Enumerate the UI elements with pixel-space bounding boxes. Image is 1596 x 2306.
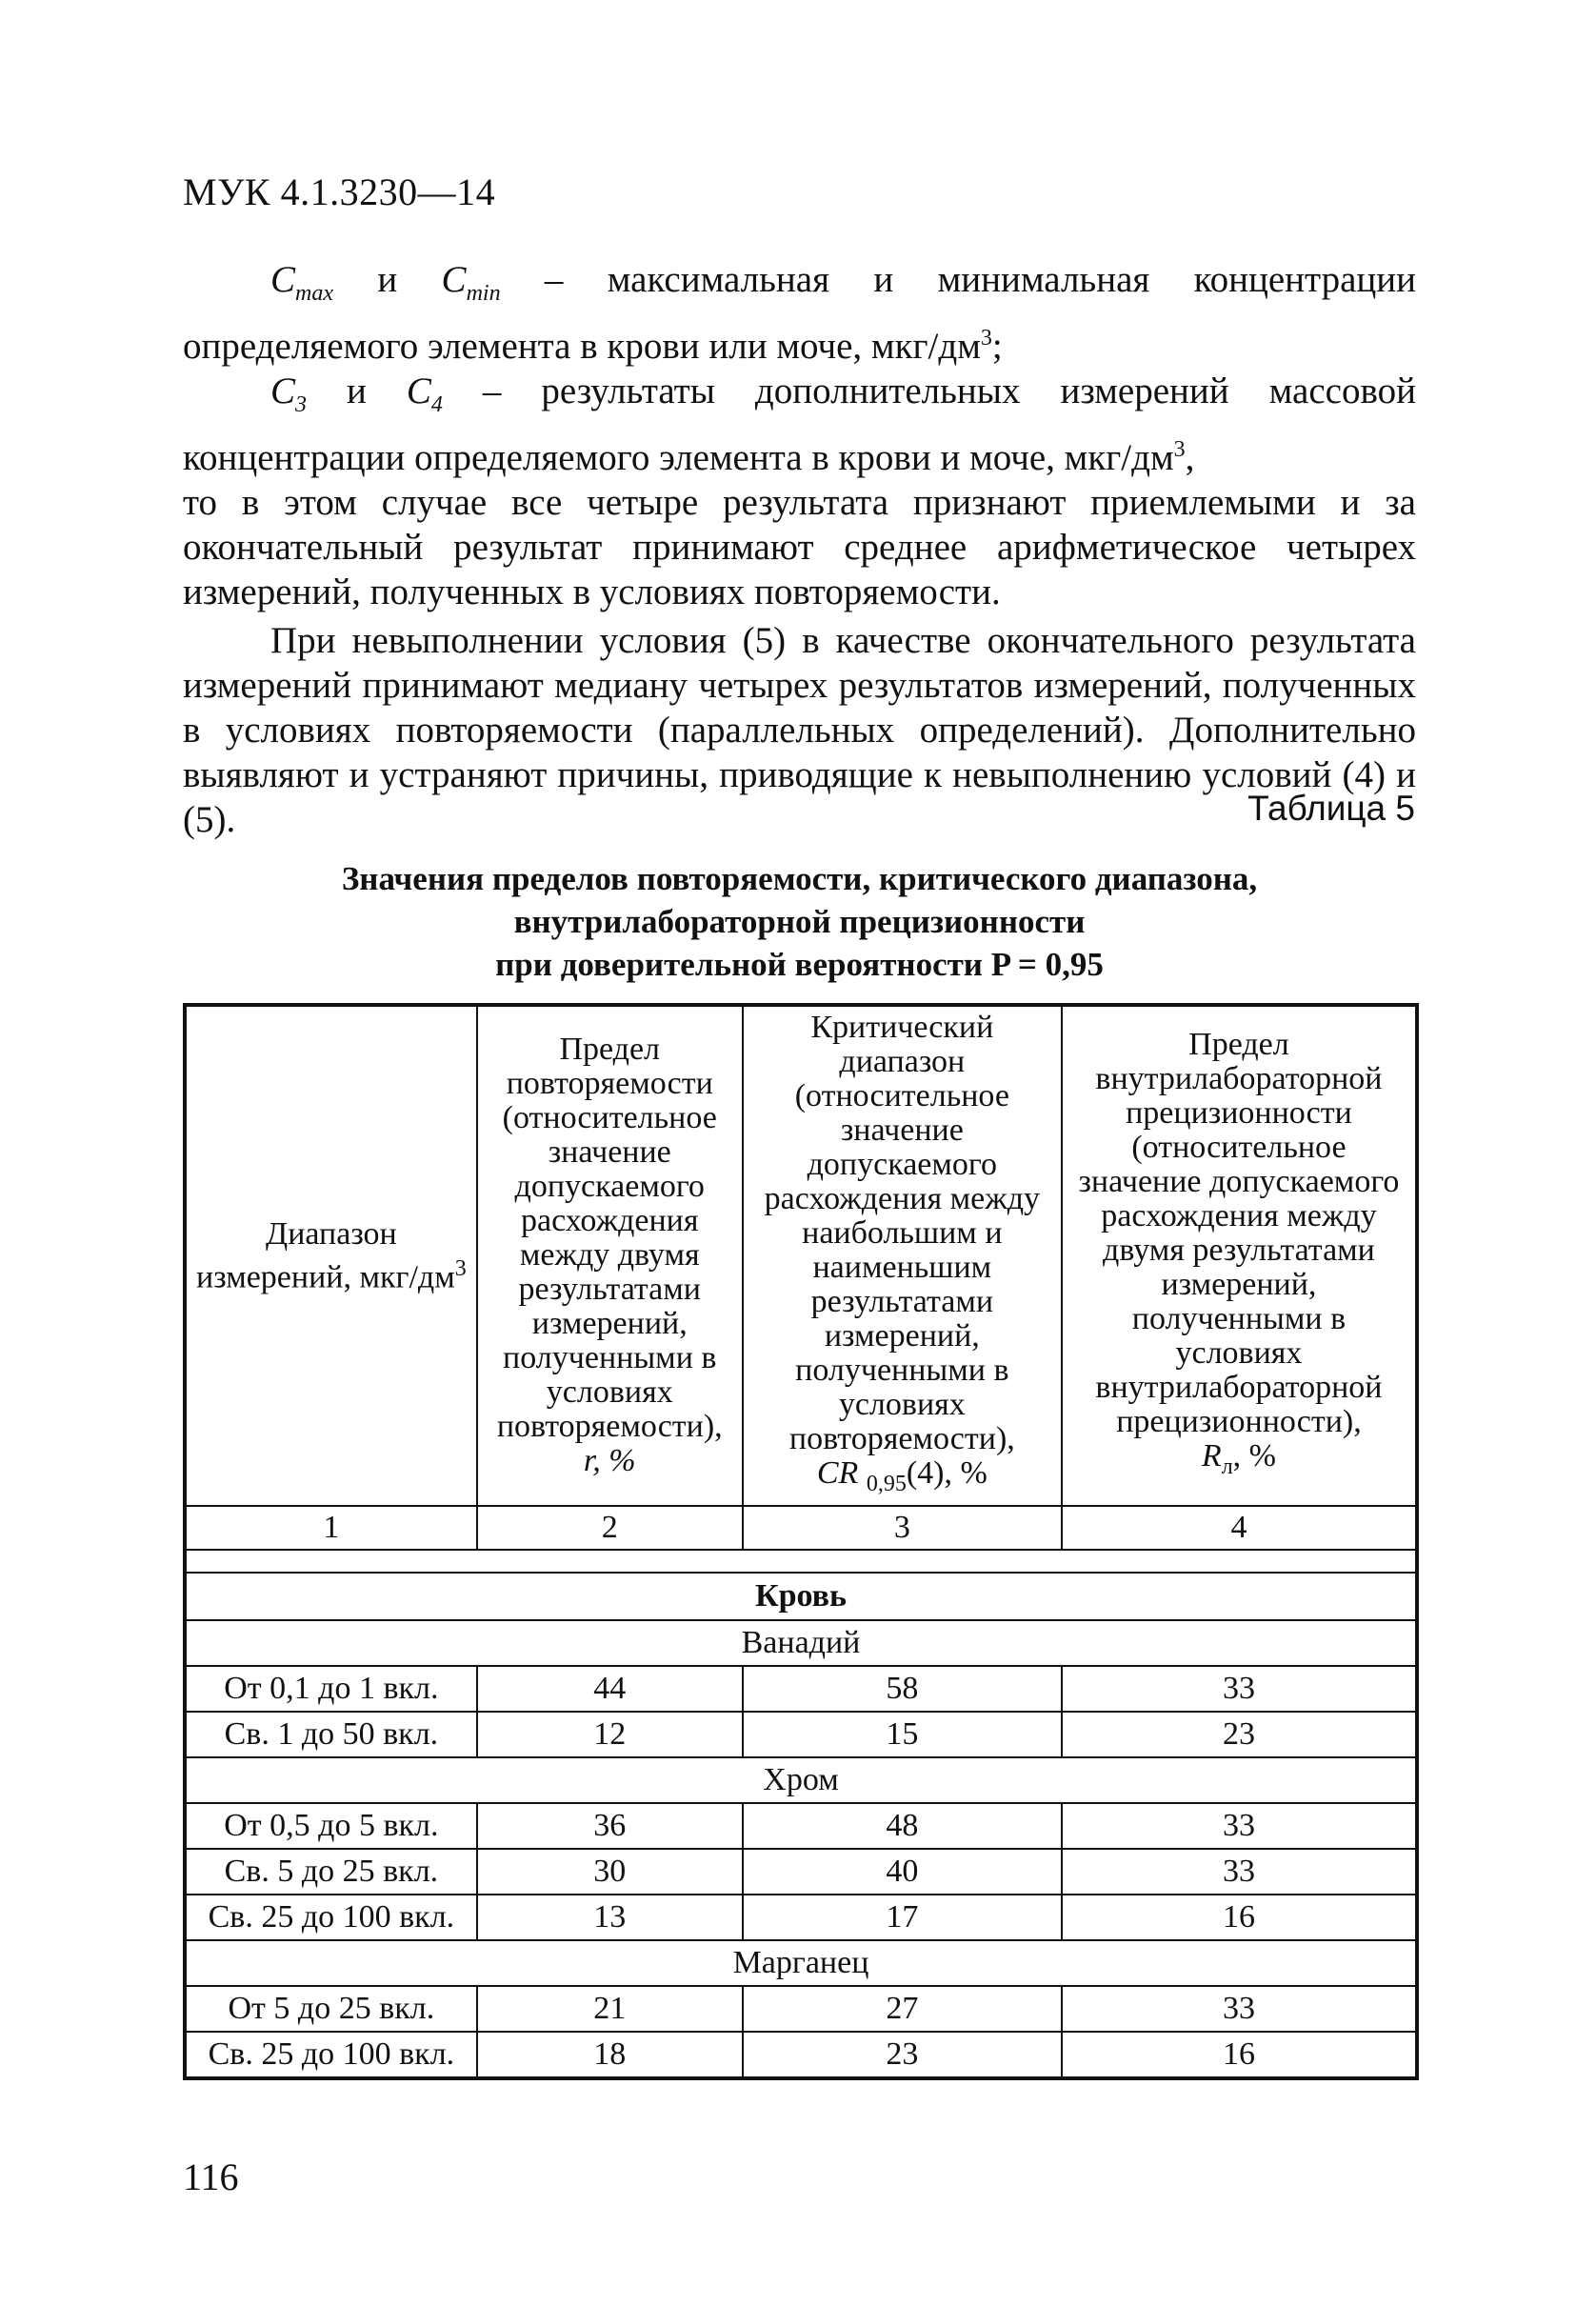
limits-table	[183, 1003, 1419, 2080]
cell-range: Св. 1 до 50 вкл.	[185, 1712, 477, 1757]
table-spacer-row	[185, 1550, 1417, 1573]
section-row	[185, 1573, 1417, 1620]
group-label: Марганец	[185, 1940, 1417, 1986]
cell-cr: 48	[743, 1803, 1062, 1849]
cell-range: От 0,1 до 1 вкл.	[185, 1666, 477, 1712]
definition-c3-c4: $C_3$ и $C_4$ – результаты дополнительных измерений массовой концентрации определяемого элемента в крови и моче, мкг/$дм^3$,	[183, 370, 1417, 478]
cell-range: От 5 до 25 вкл.	[185, 1986, 477, 2032]
cell-range: От 0,5 до 5 вкл.	[185, 1803, 477, 1849]
table-row	[185, 1803, 1417, 1849]
header-range: Диапазон измерений, мкг/$дм^3$	[185, 1005, 477, 1506]
cell-r: 12	[477, 1712, 743, 1757]
paragraph-acceptance: то в этом случае все четыре результата признают приемлемыми и за окончательный результат принимают среднее арифметическое четырех измерений, полученных в условиях повторяемости.	[183, 481, 1416, 612]
header-intralab-precision: Предел внутрилабораторной прецизионности (относительное значение допускаемого расхождения между двумя результатами измерений, полученными в условиях внутрилабораторной прецизионности), $R_л$, %	[1062, 1005, 1417, 1506]
column-number-row	[185, 1506, 1417, 1550]
header-critical-range: Критический диапазон (относительное значение допускаемого расхождения между наибольшим и наименьшим результатами измерений, полученными в условиях повторяемости), CR $_{0,95}$(4), %	[743, 1005, 1062, 1506]
body-text	[183, 257, 1416, 842]
cell-r: 36	[477, 1803, 743, 1849]
cell-rl: 33	[1062, 1666, 1417, 1712]
cell-rl: 16	[1062, 2032, 1417, 2078]
column-number: 4	[1062, 1506, 1417, 1550]
table-row	[185, 2032, 1417, 2078]
group-row	[185, 1940, 1417, 1986]
cell-r: 13	[477, 1895, 743, 1940]
table-caption: Таблица 5	[1247, 789, 1415, 828]
cell-cr: 40	[743, 1849, 1062, 1895]
group-row	[185, 1620, 1417, 1666]
cell-cr: 58	[743, 1666, 1062, 1712]
cell-range: Св. 25 до 100 вкл.	[185, 2032, 477, 2078]
cell-r: 18	[477, 2032, 743, 2078]
definition-cmax-cmin: $C_{max}$ и $C_{min}$ – максимальная и минимальная концентрации определяемого элемента в крови или моче, мкг/$дм^3$;	[183, 259, 1416, 367]
cell-cr: 23	[743, 2032, 1062, 2078]
table-title-line: внутрилабораторной прецизионности	[513, 903, 1086, 940]
cell-rl: 16	[1062, 1895, 1417, 1940]
page-number: 116	[183, 2156, 239, 2198]
spacer-cell	[185, 1550, 1417, 1573]
group-row	[185, 1757, 1417, 1803]
table-title-line: при доверительной вероятности P = 0,95	[495, 946, 1104, 983]
cell-r: 21	[477, 1986, 743, 2032]
table-row	[185, 1712, 1417, 1757]
table-row	[185, 1895, 1417, 1940]
table-row	[185, 1849, 1417, 1895]
group-label: Хром	[185, 1757, 1417, 1803]
cell-r: 44	[477, 1666, 743, 1712]
cell-rl: 33	[1062, 1986, 1417, 2032]
table-row	[185, 1986, 1417, 2032]
column-number: 2	[477, 1506, 743, 1550]
group-label: Ванадий	[185, 1620, 1417, 1666]
table-title-line: Значения пределов повторяемости, критического диапазона,	[341, 860, 1258, 897]
header-repeatability: Предел повторяемости (относительное значение допускаемого расхождения между двумя результатами измерений, полученными в условиях повторяемости), r, %	[477, 1005, 743, 1506]
cell-rl: 33	[1062, 1803, 1417, 1849]
cell-r: 30	[477, 1849, 743, 1895]
column-number: 1	[185, 1506, 477, 1550]
paragraph-median: При невыполнении условия (5) в качестве окончательного результата измерений принимают медиану четырех результатов измерений, полученных в условиях повторяемости (параллельных определений). Дополнительно выявляют и устраняют причины, приводящие к невыполнению условий (4) и (5).	[183, 619, 1416, 840]
cell-range: Св. 25 до 100 вкл.	[185, 1895, 477, 1940]
table-row	[185, 1666, 1417, 1712]
column-number: 3	[743, 1506, 1062, 1550]
cell-rl: 23	[1062, 1712, 1417, 1757]
cell-range: Св. 5 до 25 вкл.	[185, 1849, 477, 1895]
cell-rl: 33	[1062, 1849, 1417, 1895]
table-title	[183, 857, 1416, 986]
cell-cr: 15	[743, 1712, 1062, 1757]
document-code: МУК 4.1.3230—14	[183, 170, 496, 213]
cell-cr: 17	[743, 1895, 1062, 1940]
table-header-row	[185, 1005, 1417, 1506]
section-label: Кровь	[185, 1573, 1417, 1620]
cell-cr: 27	[743, 1986, 1062, 2032]
